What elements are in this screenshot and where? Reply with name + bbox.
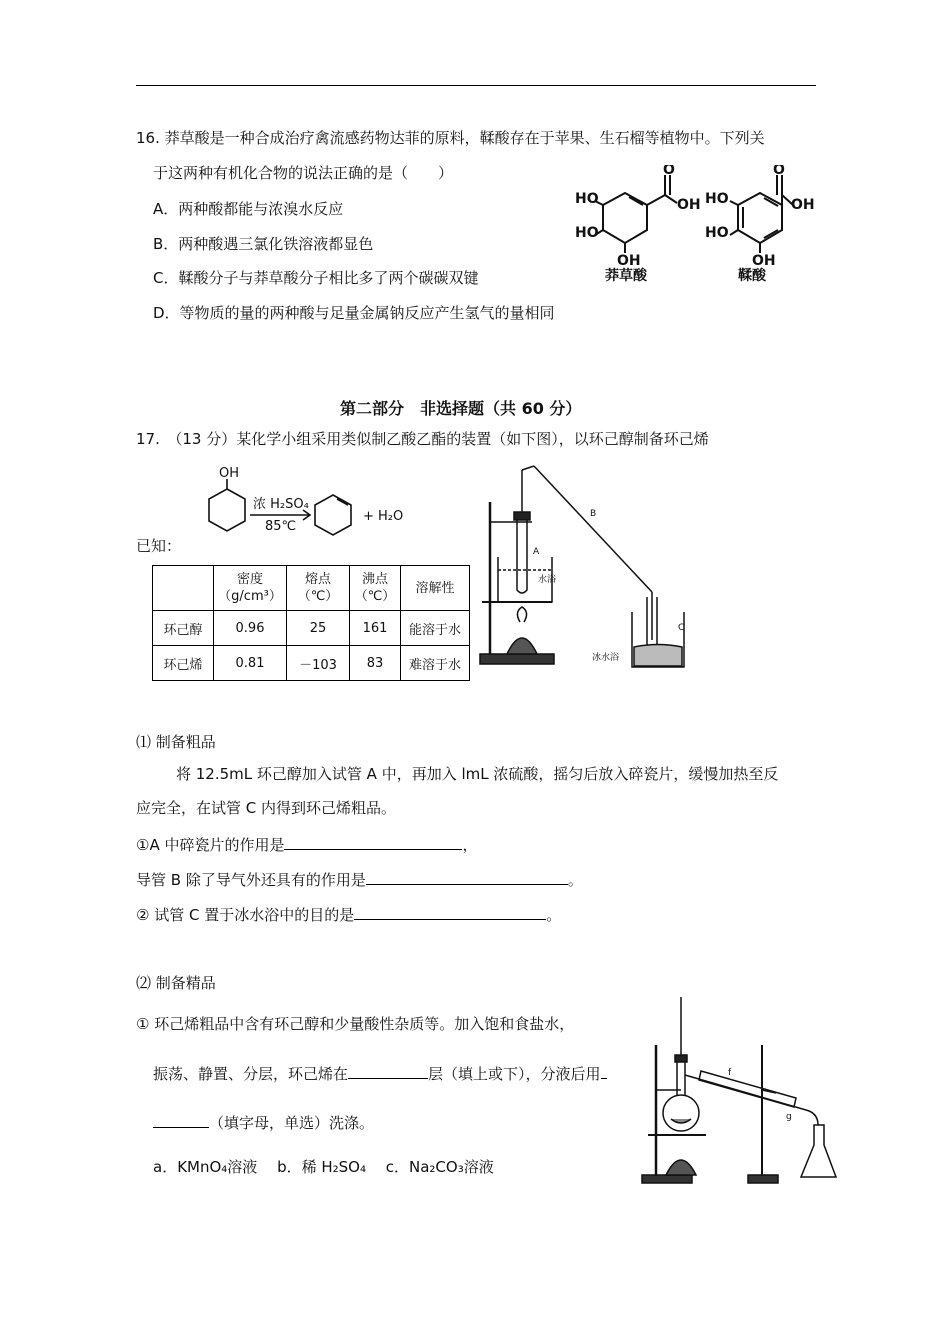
question-1c: ② 试管 C 置于冰水浴中的目的是 。 (136, 906, 562, 924)
header-rule (136, 85, 816, 86)
water-product: + H₂O (363, 509, 404, 524)
part2-line2: 振荡、静置、分层，环己烯在 层（填上或下），分液后用 (153, 1063, 607, 1084)
table-header-solubility: 溶解性 (401, 566, 470, 611)
question-1b: 导管 B 除了导气外还具有的作用是 。 (136, 871, 583, 889)
table-cell: 环己醇 (153, 611, 214, 646)
answer-blank-1a[interactable] (284, 835, 462, 850)
answer-blank-layer[interactable] (348, 1064, 428, 1079)
table-cell: 161 (350, 611, 401, 646)
table-cell: 难溶于水 (401, 646, 470, 681)
oh-label-3: OH (791, 197, 815, 213)
reactant-oh: OH (219, 466, 240, 481)
label-water-bath: 水浴 (538, 575, 557, 585)
table-cell: 0.81 (214, 646, 287, 681)
q17-stem: 17. （13 分）某化学小组采用类似制乙酸乙酯的装置（如下图），以环己醇制备环己烯 (136, 430, 709, 448)
part2-line1: ① 环己烯粗品中含有环己醇和少量酸性杂质等。加入饱和食盐水， (136, 1015, 575, 1033)
answer-blank-1c[interactable] (354, 905, 546, 920)
known-label: 已知： (136, 537, 182, 555)
table-cell: －103 (287, 646, 350, 681)
table-row (153, 611, 470, 646)
label-ice-bath: 冰水浴 (592, 653, 620, 663)
q16-option-b: B．两种酸遇三氯化铁溶液都显色 (153, 235, 374, 253)
ho-label-2: HO (575, 225, 599, 241)
q16-option-c: C．鞣酸分子与莽草酸分子相比多了两个碳碳双键 (153, 269, 479, 287)
table-header-melting: 熔点 （℃） (287, 566, 350, 611)
reaction-scheme (195, 463, 420, 545)
wash-choices: a．KMnO₄溶液 b．稀 H₂SO₄ c．Na₂CO₃溶液 (153, 1158, 494, 1176)
part2-line3: （填字母，单选）洗涤。 (153, 1112, 374, 1133)
table-cell: 83 (350, 646, 401, 681)
part1-para-line2: 应完全，在试管 C 内得到环己烯粗品。 (136, 799, 397, 817)
table-header-empty (153, 566, 214, 611)
table-cell: 25 (287, 611, 350, 646)
ho-label-1: HO (575, 191, 599, 207)
label-b: B (590, 509, 597, 519)
part2-title: 第二部分 非选择题（共 60 分） (340, 399, 582, 418)
o-label-2: O (773, 165, 785, 178)
distillation-diagram (636, 995, 841, 1187)
shikimic-acid-label: 莽草酸 (605, 268, 647, 284)
condition-label: 85℃ (265, 519, 297, 534)
oh-label-4: OH (752, 253, 776, 269)
table-cell: 能溶于水 (401, 611, 470, 646)
table-cell: 0.96 (214, 611, 287, 646)
part1-title: ⑴ 制备粗品 (136, 733, 216, 751)
q16-option-a: A．两种酸都能与浓溴水反应 (153, 200, 344, 218)
table-header-boiling: 沸点 （℃） (350, 566, 401, 611)
gallic-acid-label: 鞣酸 (738, 268, 766, 284)
answer-blank-wash-start (601, 1064, 607, 1079)
property-table (152, 565, 470, 681)
label-g: g (786, 1112, 792, 1122)
oh-label-2: OH (617, 253, 641, 269)
table-row (153, 646, 470, 681)
label-f: f (728, 1068, 732, 1078)
label-a: A (533, 547, 540, 557)
label-c: C (678, 623, 685, 633)
reagent-label: 浓 H₂SO₄ (253, 497, 309, 512)
answer-blank-wash[interactable] (153, 1113, 209, 1128)
oh-label-1: OH (677, 197, 701, 213)
part2-sub-title: ⑵ 制备精品 (136, 974, 216, 992)
q16-stem-line2: 于这两种有机化合物的说法正确的是（ ） (153, 164, 454, 182)
q16-option-d: D．等物质的量的两种酸与足量金属钠反应产生氢气的量相同 (153, 304, 555, 322)
apparatus-diagram (472, 462, 692, 672)
part1-para-line1: 将 12.5mL 环己醇加入试管 A 中，再加入 lmL 浓硫酸，摇匀后放入碎瓷片，缓慢加热至反 (176, 765, 779, 783)
ho-label-4: HO (705, 225, 729, 241)
o-label-1: O (663, 165, 675, 178)
question-1a: ①A 中碎瓷片的作用是 ， (136, 836, 478, 854)
answer-blank-1b[interactable] (366, 870, 568, 885)
ho-label-3: HO (705, 191, 729, 207)
table-header-density: 密度 （g/cm³） (214, 566, 287, 611)
table-cell: 环己烯 (153, 646, 214, 681)
q16-stem-line1: 16. 莽草酸是一种合成治疗禽流感药物达菲的原料，鞣酸存在于苹果、生石榴等植物中。下列关 (136, 129, 765, 147)
